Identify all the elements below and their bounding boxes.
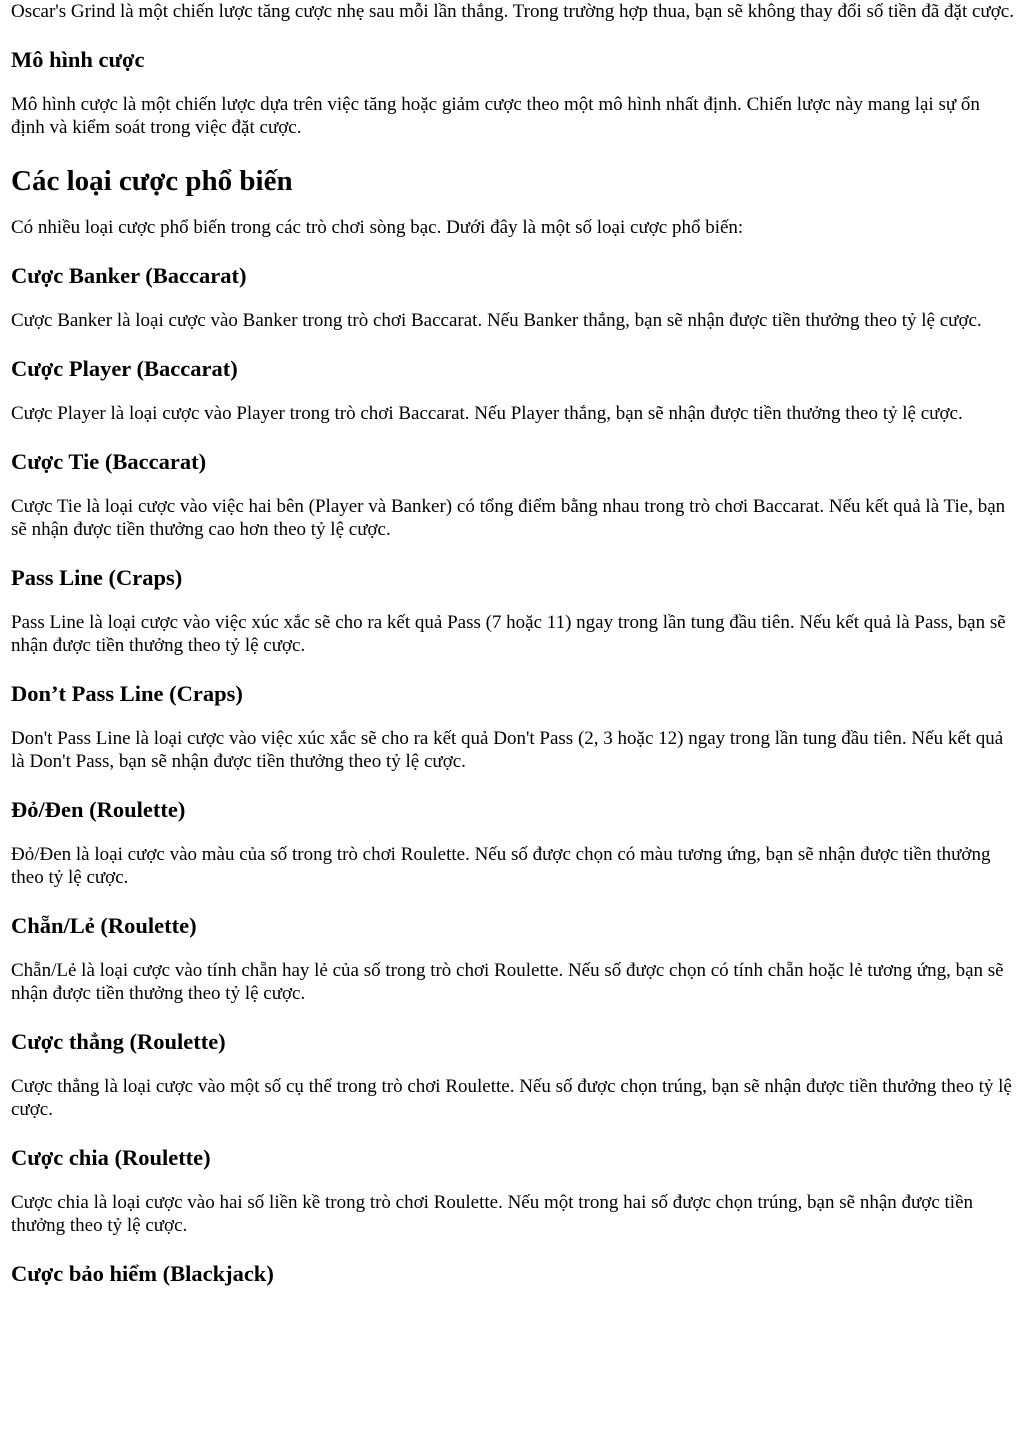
- section-text-banker: Cược Banker là loại cược vào Banker trong trò chơi Baccarat. Nếu Banker thắng, bạn sẽ nhận được tiền thưởng theo tỷ lệ cược.: [11, 310, 982, 331]
- section-heading-straight: Cược thẳng (Roulette): [11, 1029, 226, 1054]
- article-body: [11, 0, 1016, 1288]
- popular-bets-heading: Các loại cược phổ biến: [11, 165, 293, 197]
- betting-pattern-text: Mô hình cược là một chiến lược dựa trên việc tăng hoặc giảm cược theo một mô hình nhất định. Chiến lược này mang lại sự ổn định và kiểm soát trong việc đặt cược.: [11, 94, 980, 138]
- section-text-tie: Cược Tie là loại cược vào việc hai bên (Player và Banker) có tổng điểm bằng nhau trong trò chơi Baccarat. Nếu kết quả là Tie, bạn sẽ nhận được tiền thưởng cao hơn theo tỷ lệ cược.: [11, 496, 1006, 540]
- section-text-straight: Cược thẳng là loại cược vào một số cụ thể trong trò chơi Roulette. Nếu số được chọn trúng, bạn sẽ nhận được tiền thưởng theo tỷ lệ cược.: [11, 1076, 1012, 1120]
- section-heading-tie: Cược Tie (Baccarat): [11, 449, 207, 474]
- section-heading-player: Cược Player (Baccarat): [11, 356, 238, 381]
- section-text-split: Cược chia là loại cược vào hai số liền kề trong trò chơi Roulette. Nếu một trong hai số được chọn trúng, bạn sẽ nhận được tiền thưởng theo tỷ lệ cược.: [11, 1192, 974, 1236]
- section-heading-dont-pass-line: Don’t Pass Line (Craps): [11, 681, 243, 706]
- intro-paragraph: Oscar's Grind là một chiến lược tăng cược nhẹ sau mỗi lần thắng. Trong trường hợp thua, bạn sẽ không thay đổi số tiền đã đặt cược.: [11, 1, 1014, 22]
- section-text-even-odd: Chẵn/Lẻ là loại cược vào tính chẵn hay lẻ của số trong trò chơi Roulette. Nếu số được chọn có tính chẵn hoặc lẻ tương ứng, bạn sẽ nhận được tiền thưởng theo tỷ lệ cược.: [11, 960, 1004, 1004]
- section-text-player: Cược Player là loại cược vào Player trong trò chơi Baccarat. Nếu Player thắng, bạn sẽ nhận được tiền thưởng theo tỷ lệ cược.: [11, 403, 963, 424]
- section-heading-split: Cược chia (Roulette): [11, 1145, 211, 1170]
- section-text-pass-line: Pass Line là loại cược vào việc xúc xắc sẽ cho ra kết quả Pass (7 hoặc 11) ngay trong lần tung đầu tiên. Nếu kết quả là Pass, bạn sẽ nhận được tiền thưởng theo tỷ lệ cược.: [11, 612, 1006, 656]
- section-heading-insurance: Cược bảo hiểm (Blackjack): [11, 1261, 274, 1286]
- section-heading-even-odd: Chẵn/Lẻ (Roulette): [11, 913, 197, 938]
- section-heading-pass-line: Pass Line (Craps): [11, 565, 183, 590]
- betting-pattern-heading: Mô hình cược: [11, 47, 145, 72]
- section-heading-red-black: Đỏ/Đen (Roulette): [11, 797, 186, 822]
- popular-bets-intro: Có nhiều loại cược phổ biến trong các trò chơi sòng bạc. Dưới đây là một số loại cược phổ biến:: [11, 217, 744, 238]
- section-heading-banker: Cược Banker (Baccarat): [11, 263, 247, 288]
- section-text-dont-pass-line: Don't Pass Line là loại cược vào việc xúc xắc sẽ cho ra kết quả Don't Pass (2, 3 hoặc 12) ngay trong lần tung đầu tiên. Nếu kết quả là Don't Pass, bạn sẽ nhận được tiền thưởng theo tỷ lệ cược.: [11, 728, 1004, 772]
- section-text-red-black: Đỏ/Đen là loại cược vào màu của số trong trò chơi Roulette. Nếu số được chọn có màu tương ứng, bạn sẽ nhận được tiền thưởng theo tỷ lệ cược.: [11, 844, 991, 888]
